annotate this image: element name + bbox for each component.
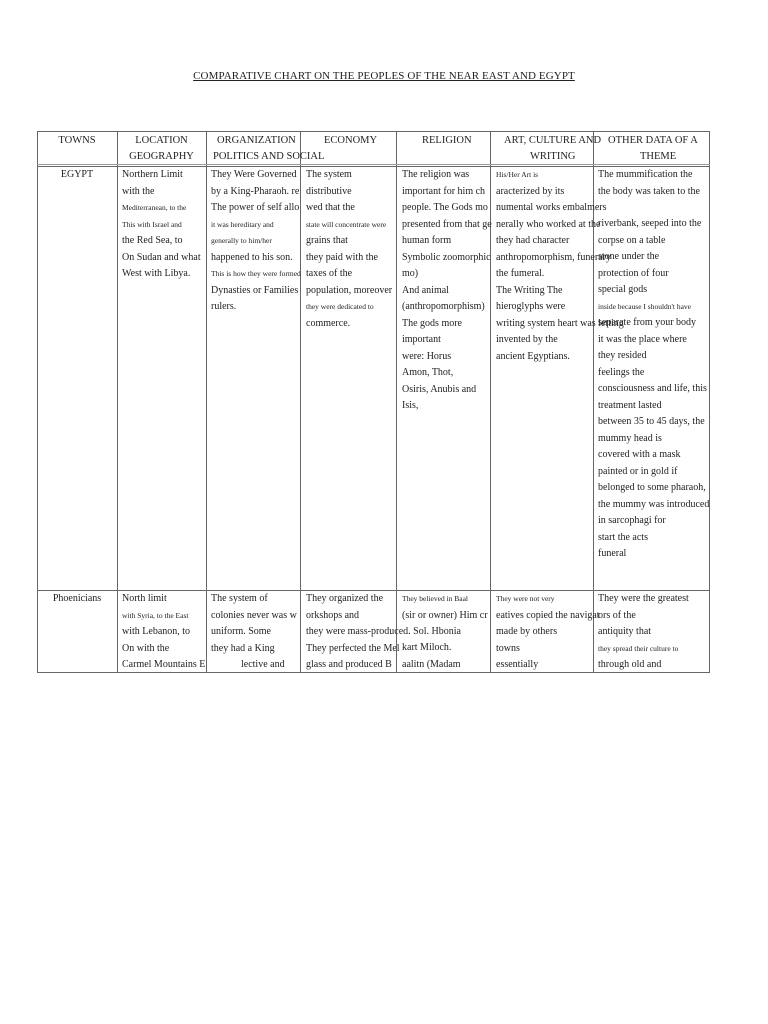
header-location: LOCATION GEOGRAPHY xyxy=(129,135,194,162)
phoenicians-art: They were not very eatives copied the navigat made by others towns essentially xyxy=(496,594,600,670)
phoenicians-economy: They organized the orkshops and they were mass-produced. Sol. Hbonia They perfected the Mel glass and produced B xyxy=(306,593,461,670)
comparison-table xyxy=(37,131,710,673)
egypt-art: His/Her Art is aracterized by its numental works embalmers nerally who worked at the they had character anthropomorphism, funerary the fumeral. The Writing The hieroglyphs were writing system heart was letting invented by the ancient Egyptians. xyxy=(496,170,624,362)
phoenicians-other: They were the greatest ors of the antiquity that they spread their culture to through old and xyxy=(598,593,689,670)
header-art: ART, CULTURE AND WRITING xyxy=(504,135,602,162)
column-divider xyxy=(117,131,118,673)
phoenicians-organization: The system of colonies never was w uniform. Some they had a King lective and xyxy=(211,593,297,670)
header-religion: RELIGION xyxy=(422,135,472,146)
egypt-religion: The religion was important for him ch people. The Gods mo presented from that ge human form Symbolic zoomorphic mo) And animal (anthropomorphism) The gods more important were: Horus Amon, Thot, Osiris, Anubis and Isis, xyxy=(402,169,492,411)
egypt-organization: They Were Governed by a King-Pharaoh. re The power of self allo it was hereditary and generally to him/her happened to his son. This is how they were formed Dynasties or Families rulers. xyxy=(211,169,301,312)
page-title: COMPARATIVE CHART ON THE PEOPLES OF THE NEAR EAST AND EGYPT xyxy=(193,70,575,82)
column-divider xyxy=(206,131,207,673)
phoenicians-religion: They believed in Baal (sir or owner) Him cr kart Miloch. aalitn (Madam xyxy=(402,594,488,670)
table-border-top xyxy=(37,131,710,132)
header-towns: TOWNS xyxy=(58,135,96,146)
egypt-town: EGYPT xyxy=(60,169,94,180)
header-organization: ORGANIZATION POLITICS AND SOCIAL xyxy=(213,135,325,162)
header-economy: ECONOMY xyxy=(324,135,378,146)
phoenicians-town: Phoenicians xyxy=(52,593,102,604)
egypt-location: Northern Limit with the Mediterranean, to the This with Israel and the Red Sea, to On Sudan and what West with Libya. xyxy=(122,169,201,279)
egypt-economy: The system distributive wed that the state will concentrate were grains that they paid with the taxes of the population, moreover they were dedicated to commerce. xyxy=(306,169,393,329)
phoenicians-location: North limit with Syria, to the East with Lebanon, to On with the Carmel Mountains E xyxy=(122,593,206,670)
header-other: OTHER DATA OF A THEME xyxy=(608,135,698,162)
egypt-other: The mummification the the body was taken to the riverbank, seeped into the corpse on a table stone under the protection of four special gods inside because I shouldn't have separate from your body it was the place where they resided feelings the consciousness and life, this treatment lasted between 35 to 45 days, the mummy head is covered with a mask painted or in gold if belonged to some pharaoh, the mummy was introduced in sarcophagi for start the acts funeral xyxy=(598,169,710,559)
